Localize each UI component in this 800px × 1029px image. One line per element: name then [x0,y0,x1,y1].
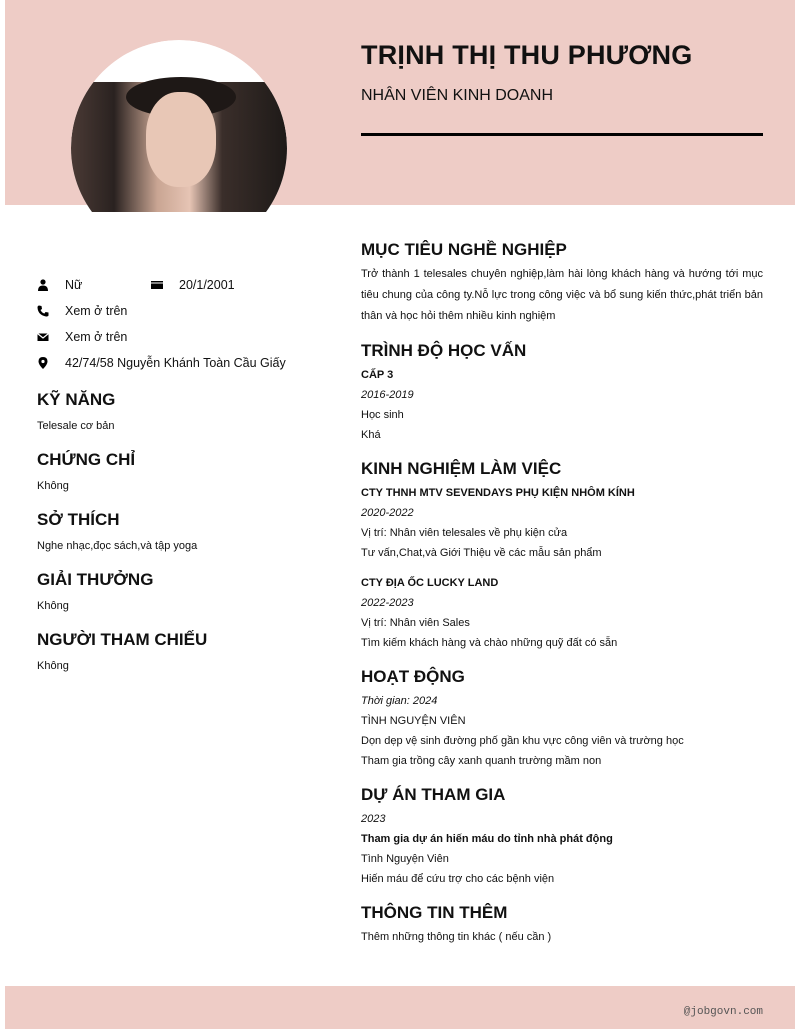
more-info-heading: THÔNG TIN THÊM [361,903,508,922]
project-role: Tình Nguyện Viên [361,853,449,865]
right-column [361,240,763,947]
period: 2020-2022 [361,507,414,519]
education-role: Học sinh [361,409,404,421]
address-row [37,350,327,376]
footer-brand: @jobgovn.com [683,1006,763,1018]
education-period: 2016-2019 [361,389,414,401]
projects-heading: DỰ ÁN THAM GIA [361,785,506,804]
mail-icon [37,331,65,343]
objective-text: Trở thành 1 telesales chuyên nghiệp,làm hài lòng khách hàng và hướng tới mục tiêu chung của công ty.Nỗ lực trong công việc và bổ sung kiến thức,phát triển bản thân và học hỏi thêm nhiều kinh nghiệm [361,268,763,322]
candidate-name: TRỊNH THỊ THU PHƯƠNG [361,40,693,70]
experience-heading: KINH NGHIỆM LÀM VIỆC [361,459,562,478]
period: 2022-2023 [361,597,414,609]
certificates-heading: CHỨNG CHỈ [37,450,136,469]
phone-icon [37,305,65,317]
activity-role: TÌNH NGUYỆN VIÊN [361,715,466,727]
birthday: 20/1/2001 [179,278,235,292]
hobbies-heading: SỞ THÍCH [37,510,120,529]
phone: Xem ở trên [65,304,128,318]
description: Tìm kiếm khách hàng và chào những quỹ đất có sẵn [361,637,618,649]
more-info-text: Thêm những thông tin khác ( nếu cần ) [361,931,552,943]
objective-heading: MỤC TIÊU NGHỀ NGHIỆP [361,240,567,259]
experience-item [361,483,763,563]
project-desc: Hiến máu để cứu trợ cho các bệnh viện [361,873,555,885]
activity-line: Tham gia trồng cây xanh quanh trường mầm non [361,755,602,767]
education-grade: Khá [361,429,381,441]
left-column [37,272,327,676]
experience-item [361,573,763,653]
company: CTY ĐỊA ỐC LUCKY LAND [361,577,499,589]
skills-text: Telesale cơ bản [37,420,115,432]
education-heading: TRÌNH ĐỘ HỌC VẤN [361,341,527,360]
calendar-icon [151,279,179,291]
gender: Nữ [65,278,83,292]
email: Xem ở trên [65,330,128,344]
awards-heading: GIẢI THƯỞNG [37,570,154,589]
awards-text: Không [37,600,69,612]
position: Vị trí: Nhân viên telesales về phụ kiện cửa [361,527,568,539]
project-name: Tham gia dự án hiến máu do tỉnh nhà phát động [361,833,613,845]
activity-time: Thời gian: 2024 [361,695,438,707]
gender-birthday-row [37,272,327,298]
description: Tư vấn,Chat,và Giới Thiệu về các mẫu sản phẩm [361,547,602,559]
activity-line: Dọn dẹp vệ sinh đường phố gần khu vực công viên và trường học [361,735,684,747]
education-school: CẤP 3 [361,369,394,381]
person-icon [37,279,65,291]
references-text: Không [37,660,69,672]
company: CTY THNH MTV SEVENDAYS PHỤ KIỆN NHÔM KÍNH [361,487,635,499]
references-heading: NGƯỜI THAM CHIẾU [37,630,208,649]
address: 42/74/58 Nguyễn Khánh Toàn Cầu Giấy [65,356,286,370]
position: Vị trí: Nhân viên Sales [361,617,470,629]
activities-heading: HOẠT ĐỘNG [361,667,465,686]
location-pin-icon [37,357,65,369]
phone-row [37,298,327,324]
hobbies-text: Nghe nhạc,đọc sách,và tập yoga [37,540,198,552]
skills-heading: KỸ NĂNG [37,390,116,409]
footer-band [5,986,795,1029]
divider [361,133,763,136]
profile-photo [71,82,287,212]
job-title: NHÂN VIÊN KINH DOANH [361,87,554,104]
email-row [37,324,327,350]
certificates-text: Không [37,480,69,492]
project-year: 2023 [361,813,386,825]
